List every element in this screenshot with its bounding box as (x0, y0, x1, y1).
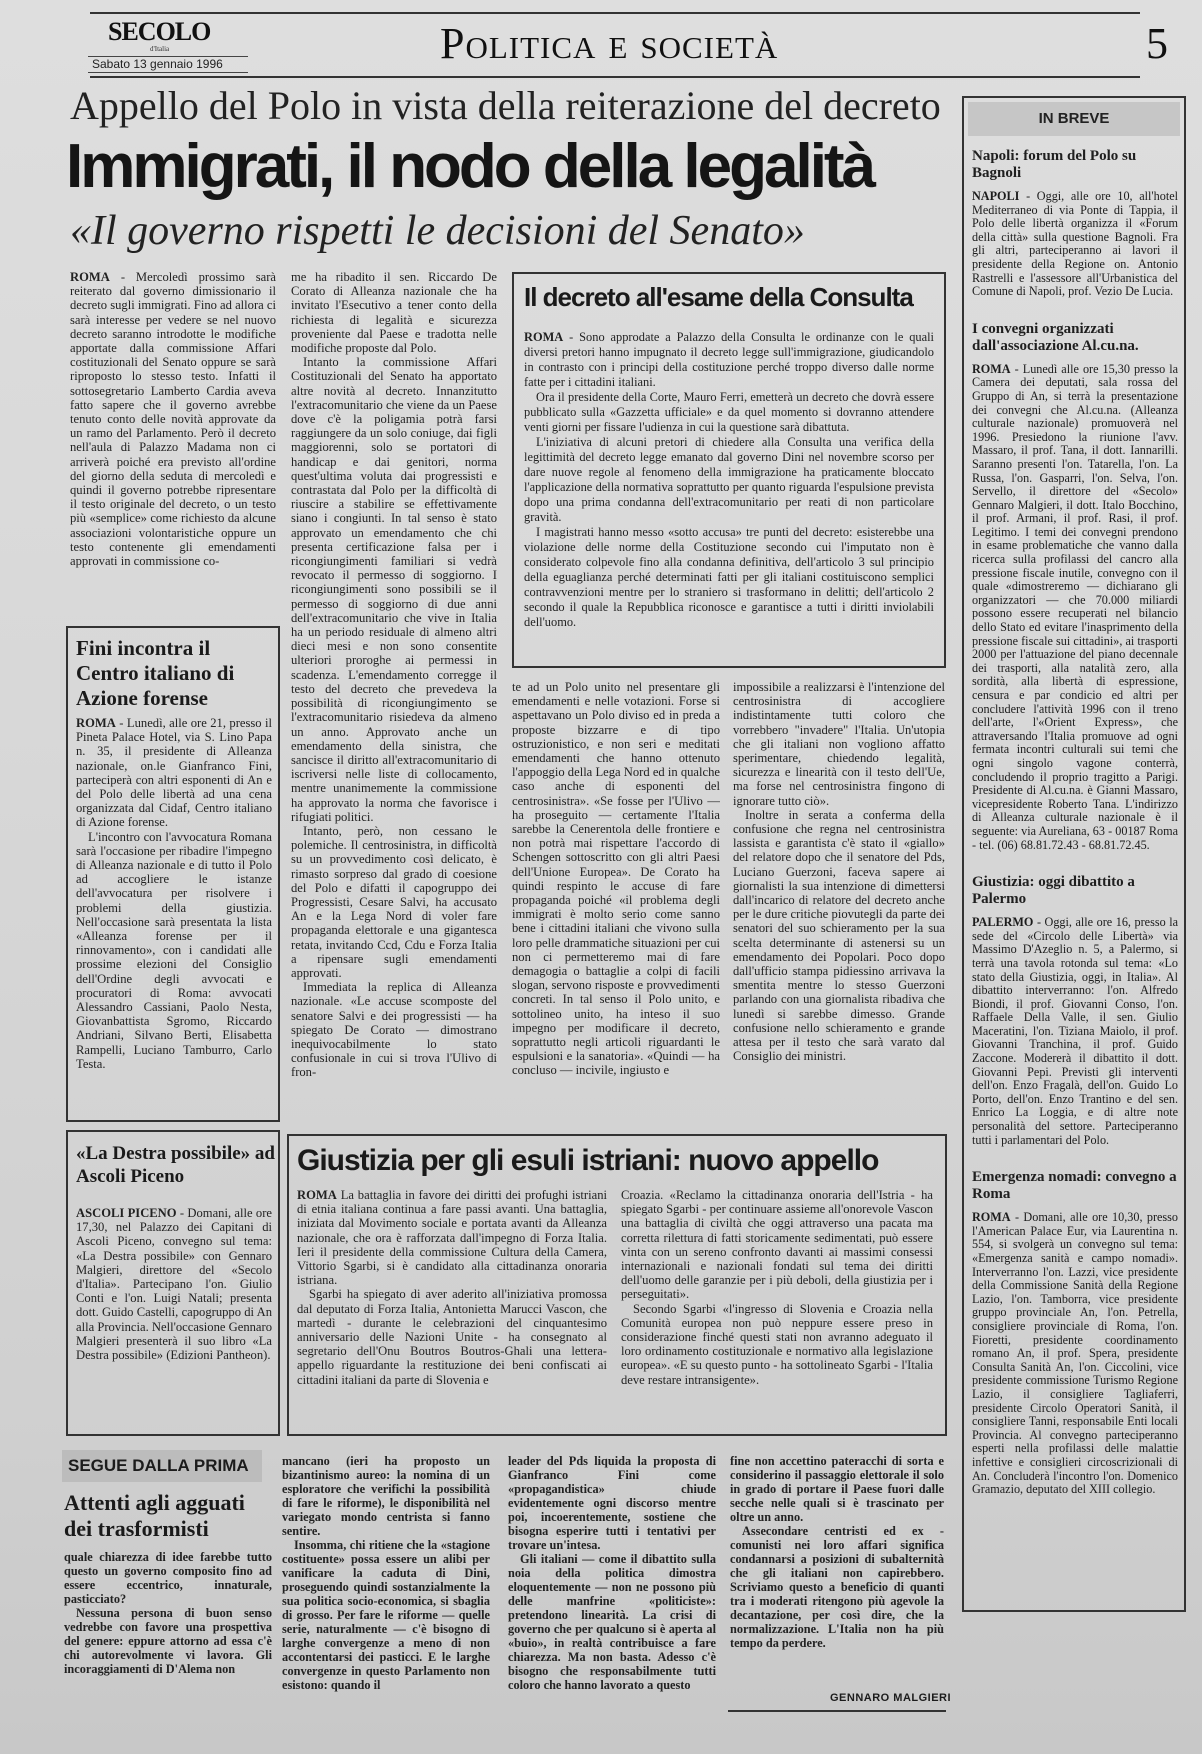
esuli-column-1 (297, 1188, 607, 1387)
esuli-p1: La battaglia in favore dei diritti dei profughi istriani di etnia italiana continua a fare passi avanti. Una battaglia, iniziata dal Movimento sociale e portata avanti da Alleanza nazionale, che ora è rafforzata dall'impegno di Forza Italia. Ieri il presidente della commissione Cultura della Camera, Vittorio Sgarbi, si è candidato alla cittadinanza onoraria istriana. (297, 1188, 607, 1288)
destra-body (76, 1206, 272, 1362)
segue-column-1 (64, 1550, 272, 1676)
consulta-title: Il decreto all'esame della Consulta (524, 282, 913, 312)
segue-c3-p2: Gli italiani — come il dibattito sulla noia della politica dimostra eloquentemente — non ne possono più delle manfrine «politiciste»: pretendono linearità. La crisi di governo che per qualcuno si è aperta al «buio», in realtà contribuisce a fare chiarezza. Ma non basta. Adesso c'è bisogno che responsabilmente tutti coloro che hanno lavorato a questo (508, 1552, 716, 1692)
fini-title: Fini incontra il Centro italiano di Azione forense (76, 636, 235, 710)
top-rule (90, 12, 1140, 14)
lead-headline: Immigrati, il nodo della legalità (66, 132, 874, 201)
brief-dateline-3: PALERMO (972, 915, 1034, 930)
brief-text-3: - Oggi, alle ore 16, presso la sede del «Circolo delle Libertà» via Massimo D'Azeglio n. 5, a Palermo, si terrà una tavola rotonda sul tema: «Lo stato della Giustizia, oggi, in Italia». Al dibattito interverranno: l'on. Alfredo Biondi, il prof. Giovanni Conso, l'on. Raffaele Della Valle, il sen. Giulio Maceratini, l'on. Tiziana Maiolo, il prof. Giovanni Tranchina, il prof. Guido Zaccone. Modererà il dibattito il dott. Giovanni Pepi. Previsti gli interventi dell'on. Enzo Fragalà, dell'on. Guido Lo Porto, dell'on. Enzo Trantino e del sen. Enrico La Loggia, e di altre note personalità del settore. Parteciperanno tutti i parlamentari del Polo. (972, 915, 1178, 1147)
destra-box (66, 1130, 280, 1436)
masthead-bottom-rule (90, 76, 1140, 78)
lead-col3-p1: te ad un Polo unito nel presentare gli emendamenti e nelle votazioni. Forse si aspettavano un Polo diviso ed in preda a proposte bizzarre e di tipo ostruzionistico, e non seri e meditati emendamenti che hanno ottenuto l'appoggio della Lega Nord ed in qualche caso anche di esponenti del centrosinistra». «Se fosse per l'Ulivo — ha proseguito — certamente l'Italia sarebbe la Cenerentola delle frontiere e non potrà mai rispettare l'accordo di Schengen sottoscritto con gli altri Paesi dell'Unione Europea». De Corato ha quindi respinto le accuse di fare propaganda poiché «il problema degli immigrati è molto serio come sanno bene i cittadini italiani che vivono sulla loro pelle drammatiche situazioni per cui non ci permetteremo mai di fare demagogia o battaglie a colpi di facili slogan, servono risposte e provvedimenti concreti. In tal senso il Polo unito, e sottolineo unito, ha inteso il suo impegno per modificare il decreto, soprattutto negli articoli riguardanti le espulsioni e la sanatoria». «Quindi — ha concluso — incivile, ingiusto e (512, 680, 720, 1078)
lead-column-3 (512, 680, 720, 1122)
segue-c1-p2: Nessuna persona di buon senso vedrebbe con favore una prospettiva del genere: eppure attorno ad essa c'è chi autorevolmente vi lavora. Gli incoraggiamenti di D'Alema non (64, 1606, 272, 1676)
brief-body-2 (972, 363, 1178, 852)
esuli-title: Giustizia per gli esuli istriani: nuovo appello (297, 1144, 879, 1177)
section-title: Politica e società (440, 19, 779, 68)
brief-body-4 (972, 1211, 1178, 1496)
lead-col2-p3: Intanto, però, non cessano le polemiche. Il centrosinistra, in difficoltà su un provvedimento così delicato, è rimasto sorpreso dal grado di coesione del Polo e difatti il capogruppo dei Progressisti, Cesare Salvi, ha accusato An e la Lega Nord di voler fare propaganda elettorale e una gigantesca retata, invitando Ccd, Cdu e Forza Italia a ripensare sugli emendamenti approvati. (291, 823, 497, 980)
consulta-body (524, 330, 934, 630)
brief-title-4: Emergenza nomadi: convegno a Roma (972, 1169, 1177, 1203)
fini-p2: L'incontro con l'avvocatura Romana sarà l'occasione per ribadire l'impegno di Alleanza nazionale e di tutto il Polo ad accogliere le istanze dell'avvocatura per risolvere i problemi della giustizia. Nell'occasione sarà presentata la lista «Alleanza forense per il rinnovamento», con i candidati alle prossime elezioni del Consiglio dell'Ordine degli avvocati e procuratori di Roma: avvocati Alessandro Cassiani, Paolo Nesta, Giovanbattista Sgromo, Riccardo Andriani, Silvano Berti, Elisabetta Rampelli, Luciano Tamburro, Carlo Testa. (76, 829, 272, 1071)
brief-dateline-2: ROMA (972, 361, 1011, 376)
destra-p1: - Domani, alle ore 17,30, nel Palazzo dei Capitani di Ascoli Piceno, convegno sul tema: «La Destra possibile» con Gennaro Malgieri, direttore del «Secolo d'Italia». Partecipano l'on. Giulio Conti e l'on. Luigi Natali; presenta dott. Guido Castelli, capogruppo di An alla Provincia. Nell'occasione Gennaro Malgieri presenterà il suo libro «La Destra possibile» (Edizioni Pantheon). (76, 1206, 272, 1363)
consulta-p2: Ora il presidente della Corte, Mauro Ferri, emetterà un decreto che dovrà essere pubblicato sulla «Gazzetta ufficiale» e da quel momento si dovranno attendere venti giorni per fissare l'udienza in cui la questione sarà dibattuta. (524, 390, 934, 434)
consulta-box (512, 272, 946, 668)
lead-col2-p2: Intanto la commissione Affari Costituzionali del Senato ha apportato altre novità al decreto. Innanzitutto l'extracomunitario che viene da un Paese dove c'è la poligamia potrà farsi raggiungere da un solo coniuge, dai figli maggiorenni, solo se portatori di handicap e dai genitori, norma quest'ultima voluta dai progressisti e contrastata dal Polo per la difficoltà di riuscire a stabilire se effettivamente siano i congiunti. In tal senso è stato approvato un emendamento che chi presenta certificazione falsa per i ricongiungimenti familiari si vedrà revocato il permesso di soggiorno. I ricongiungimenti sono possibili se il permesso di soggiorno di due anni dell'extracomunitario che vive in Italia ha un periodo residuale di almeno altri dieci mesi e non sono consentite ulteriori proroghe ai permessi in scadenza. L'emendamento corregge il testo del decreto che prevedeva la possibilità di ricongiungimento se l'extracomunitario risiedeva da almeno un anno. Approvato anche un emendamento della sinistra, che sancisce il diritto all'extracomunitario di iscriversi nelle liste di collocamento, mentre unanimemente la commissione ha approvato la norma che favorisce i rifugiati politici. (291, 355, 497, 824)
consulta-p4: I magistrati hanno messo «sotto accusa» tre punti del decreto: esisterebbe una violazione delle norme della Costituzione secondo cui l'imputato non è considerato colpevole fino alla condanna definitiva, dell'articolo 3 sul principio della eguaglianza perché determinati fatti per gli italiani costituiscono semplici contravvenzioni mentre per lo straniero si trasformano in delitti; dell'articolo 2 secondo il quale la Repubblica riconosce e garantisce a tutti i diritti inviolabili dell'uomo. (524, 525, 934, 629)
esuli-p3: Croazia. «Reclamo la cittadinanza onoraria dell'Istria - ha spiegato Sgarbi - per continuare assieme all'onorevole Vascon una battaglia di civiltà che oggi attraverso una pacata ma corretta rilettura di fatti storicamente sedimentati, può essere vinta con un sereno confronto davanti ai massimi consessi internazionali e nazionali fondati sul tema dei diritti dell'uomo delle garanzie per i più deboli, della giustizia per i perseguitati». (621, 1188, 933, 1302)
brief-dateline-4: ROMA (972, 1210, 1011, 1225)
esuli-box (287, 1134, 947, 1436)
brief-text-2: - Lunedì alle ore 15,30 presso la Camera dei deputati, sala rossa del Gruppo di An, si terrà la presentazione dei convegni che Al.cu.na. (Alleanza culturale nazionale) promuoverà nel 1996. Presiedono la riunione l'avv. Massaro, il prof. Tana, il dott. Iannarilli. Saranno presenti l'on. Tatarella, l'on. La Russa, l'on. Gasparri, l'on. Selva, l'on. Servello, il direttore del «Secolo» Gennaro Malgieri, il dott. Italo Bocchino, il prof. Armani, il prof. Rasi, il prof. Legitimo. I temi dei convegni prendono in esame problematiche che vanno dalla ricerca sulla profilassi del cancro alla pressione fiscale inutile, convegno con il quale «dimostreremo — dichiarano gli organizzatori — che 70.000 miliardi possono essere recuperati nel bilancio dello Stato ed evitare l'inasprimento della pressione fiscale sui cittadini», ai trasporti 2000 per l'attuazione del piano decennale dei trasporti, alla natalità zero, alla sordità, alla libertà di espressione, censura e par condicio ed altri per concludere l'attività 1996 con il treno dell'arte, l'«Orient Express», che attraversando l'Italia promuove ad ogni fermata incontri culturali sui temi che ogni singolo vagone conterrà, concludendo il proprio tragitto a Parigi. Presidente di Al.cu.na. è Gianni Massaro, vicepresidente Roberto Tana. L'indirizzo di Alleanza culturale nazionale è il seguente: via Aureliana, 63 - 00187 Roma - tel. (06) 68.81.72.43 - 68.81.72.45. (972, 361, 1178, 852)
segue-c2-p1: mancano (ieri ha proposto un bizantinismo aureo: la nomina di un esploratore che verifichi la possibilità di fare le riforme), le disponibilità nel variegato mondo centrista si fanno sentire. (282, 1454, 490, 1538)
issue-date: Sabato 13 gennaio 1996 (88, 56, 248, 73)
segue-c4-p1: fine non accettino pateracchi di sorta e considerino il passaggio elettorale il solo in grado di portare il Paese fuori dalle secche nelle quali si è trascinato per oltre un anno. (730, 1454, 944, 1524)
lead-kicker: Appello del Polo in vista della reiterazione del decreto (70, 83, 941, 128)
byline-rule (728, 1710, 946, 1712)
brief-body-3 (972, 916, 1178, 1147)
newspaper-logo: SECOLO (108, 17, 211, 46)
segue-label: SEGUE DALLA PRIMA (62, 1450, 262, 1482)
lead-dateline: ROMA (70, 270, 110, 284)
consulta-p1: - Sono approdate a Palazzo della Consulta le ordinanze con le quali diversi pretori hanno impugnato il decreto legge sull'immigrazione, giudicandolo in contrasto con i principi della costituzione perché troppo diverso dalle norme fatte per i cittadini italiani. (524, 330, 934, 389)
lead-column-1 (70, 270, 276, 620)
segue-column-4 (730, 1454, 944, 1650)
fini-box (66, 626, 280, 1122)
brief-item (972, 321, 1178, 852)
segue-title: Attenti agli agguati dei trasformisti (64, 1490, 245, 1541)
lead-col2-p4: Immediata la replica di Alleanza nazionale. «Le accuse scomposte del senatore Salvi e dei progressisti — ha spiegato De Corato — dimostrano inequivocabilmente lo stato confusionale in cui si trova l'Ulivo di fron- (291, 980, 497, 1080)
consulta-dateline: ROMA (524, 330, 564, 344)
fini-dateline: ROMA (76, 716, 116, 730)
brief-item (972, 148, 1178, 299)
lead-col2-p1: me ha ribadito il sen. Riccardo De Corato di Alleanza nazionale che ha invitato l'Esecutivo a tener conto della richiesta di legalità e sicurezza proveniente dal Paese e tradotta nelle modifiche proposte dal Polo. (291, 270, 497, 356)
lead-column-2 (291, 270, 497, 1122)
lead-col1-text: - Mercoledì prossimo sarà reiterato dal governo dimissionario il decreto sugli immigrati. Fino ad allora ci sarà interesse per vedere se nel nuovo decreto saranno introdotte le modifiche apportate dalla commissione Affari costituzionali del Senato oppure se sarà riproposto lo stesso testo. Infatti il sottosegretario Lamberto Cardia aveva fatto sapere che il governo avrebbe tenuto conto delle novità approvate da un ramo del Parlamento. Però il decreto nell'aula di Palazzo Madama non ci arriverà poiché era previsto all'ordine del giorno della seduta di mercoledì e quindi il governo potrebbe ripresentare il testo originale del decreto, o un testo più «semplice» come richiesto da alcune associazioni volontaristiche oppure un testo contenente gli emendamenti approvati in commissione co- (70, 270, 276, 569)
brief-title-1: Napoli: forum del Polo su Bagnoli (972, 148, 1137, 181)
lead-col4-p2: Inoltre in serata a conferma della confusione che regna nel centrosinistra lassista e garantista c'è stato il «giallo» del relatore dopo che il senatore del Pds, Luciano Guerzoni, faceva sapere ai giornalisti la sua intenzione di dimettersi dall'incarico di relatore del decreto anche per le dure critiche piovutegli da parte dei senatori del suo schieramento per la sua scelta determinante di astenersi su un emendamento dei Popolari. Poco dopo dall'ufficio stampa pidiessino arrivava la smentita mentre lo stesso Guerzoni parlando con una giornalista ribadiva che lunedì si sarebbe dimesso. Grande confusione nello schieramento e grande attesa per il testo che sarà varato dal Consiglio dei ministri. (733, 807, 945, 1064)
destra-title: «La Destra possibile» ad Ascoli Piceno (76, 1143, 275, 1187)
lead-subhead: «Il governo rispetti le decisioni del Senato» (70, 208, 805, 254)
consulta-p3: L'iniziativa di alcuni pretori di chiedere alla Consulta una verifica della legittimità del decreto legge emanato dal governo Dini nel novembre scorso per dare nuove regole al fenomeno della immigrazione ha praticamente bloccato l'applicazione della normativa soprattutto per quanto riguarda l'espulsione prevista dopo una prima condanna dell'extracomunitario per reati di non particolare gravità. (524, 435, 934, 524)
segue-c4-p2: Assecondare centristi ed ex - comunisti nei loro affari significa condannarsi a posizioni di subalternità che gli italiani non capirebbero. Scriviamo questo a beneficio di quanti tra i moderati ritengono più agevole la decantazione, per così dire, che la normalizzazione. L'Italia non ha più tempo da perdere. (730, 1524, 944, 1650)
destra-dateline: ASCOLI PICENO (76, 1206, 177, 1220)
lead-col4-p1: impossibile a realizzarsi è l'intenzione del centrosinistra di accogliere indistintamente tutti coloro che vorrebbero "invadere" l'Italia. Un'utopia che gli italiani non vogliono affatto sperimentare, chiedendo legalità, sicurezza e linearità con il testo dell'Ue, ma forse nel centrosinistra fingono di ignorare tutto ciò». (733, 680, 945, 808)
brief-title-2: I convegni organizzati dall'associazione Al.cu.na. (972, 320, 1139, 354)
in-breve-header: IN BREVE (968, 102, 1180, 136)
segue-c1-p1: quale chiarezza di idee farebbe tutto questo un governo composito fino ad essere eccentrico, innaturale, pasticciato? (64, 1550, 272, 1606)
segue-c2-p2: Insomma, chi ritiene che la «stagione costituente» possa essere un alibi per vanificare la caduta di Dini, proseguendo quindi sostanzialmente la sua politica socio-economica, si sbaglia di grosso. Per fare le riforme — quelle serie, naturalmente — c'è bisogno di larghe convergenze a meno di non accontentarsi dei pasticci. E le larghe convergenze in questo Parlamento non esistono: quando il (282, 1538, 490, 1692)
in-breve-list (972, 148, 1178, 1519)
in-breve-sidebar (962, 96, 1186, 1612)
segue-column-2 (282, 1454, 490, 1692)
segue-column-3 (508, 1454, 716, 1692)
lead-column-4 (733, 680, 945, 1122)
newspaper-logo-subtitle: d'Italia (150, 45, 170, 53)
brief-text-1: - Oggi, alle ore 10, all'hotel Mediterraneo di via Ponte di Tappia, il Polo delle libertà organizza il «Forum della città» sulla questione Bagnoli. Fra gli altri, parteciperanno ai lavori il presidente della Regione on. Antonio Rastrelli e l'assessore all'Urbanistica del Comune di Napoli, prof. Vezio De Lucia. (972, 189, 1178, 299)
esuli-p4: Secondo Sgarbi «l'ingresso di Slovenia e Croazia nella Comunità europea non può neppure essere preso in considerazione finché questi stati non avranno adeguato il loro ordinamento costituzionale e normativo alla legislazione europea». «E su questo punto - ha sottolineato Sgarbi - l'Italia deve restare intransigente». (621, 1301, 933, 1387)
brief-title-3: Giustizia: oggi dibattito a Palermo (972, 874, 1135, 908)
author-byline: GENNARO MALGIERI (830, 1692, 952, 1704)
brief-item (972, 1169, 1178, 1496)
brief-body-1 (972, 190, 1178, 299)
brief-text-4: - Domani, alle ore 10,30, presso l'American Palace Eur, via Laurentina n. 554, si svolgerà un convegno sul tema: «Emergenza sanità e campo nomadi». Interverranno l'on. Lazzi, vice presidente della Commissione Sanità della Regione Lazio, l'on. Tamborra, vice presidente gruppo provinciale An, l'on. Petrella, consigliere provinciale di Roma, l'on. Fioretti, presidente coordinamento romano An, il prof. Spera, presidente Consulta Sanità An, l'on. Ciccolini, vice presidente commissione Turismo Regione Lazio, il consigliere Tagliaferri, presidente Circolo Operatori Sanità, il consigliere Tanni, responsabile Enti locali Provincia. Al convegno parteciperanno esperti nella profilassi delle malattie infettive e consiglieri circoscrizionali di An. Concluderà l'incontro l'on. Domenico Gramazio, deputato del XIII collegio. (972, 1210, 1179, 1497)
fini-body (76, 716, 272, 1071)
brief-dateline-1: NAPOLI (972, 189, 1020, 203)
fini-p1: - Lunedì, alle ore 21, presso il Pineta Palace Hotel, via S. Lino Papa n. 35, il presidente di Alleanza nazionale, on.le Gianfranco Fini, parteciperà con altri esponenti di An e del Polo delle libertà ad una cena organizzata dal Cidaf, Centro italiano di Azione forense. (76, 716, 272, 830)
page-number: 5 (1146, 19, 1168, 68)
esuli-p2: Sgarbi ha spiegato di aver aderito all'iniziativa promossa dal deputato di Forza Italia, Antonietta Marucci Vascon, che martedì - durante le celebrazioni del cinquantesimo anniversario delle Nazioni Unite - ha consegnato al segretario dell'Onu Boutros Boutros-Ghali una lettera-appello riguardante la restituzione dei beni confiscati ai cittadini italiani da parte di Slovenia e (297, 1287, 607, 1387)
segue-c3-p1: leader del Pds liquida la proposta di Gianfranco Fini come «propagandistica» chiude evidentemente ogni discorso mentre poi, incoerentemente, sostiene che bisogna esperire tutti i tentativi per trovare un'intesa. (508, 1454, 716, 1552)
brief-item (972, 874, 1178, 1147)
esuli-dateline: ROMA (297, 1188, 337, 1202)
esuli-column-2 (621, 1188, 933, 1387)
